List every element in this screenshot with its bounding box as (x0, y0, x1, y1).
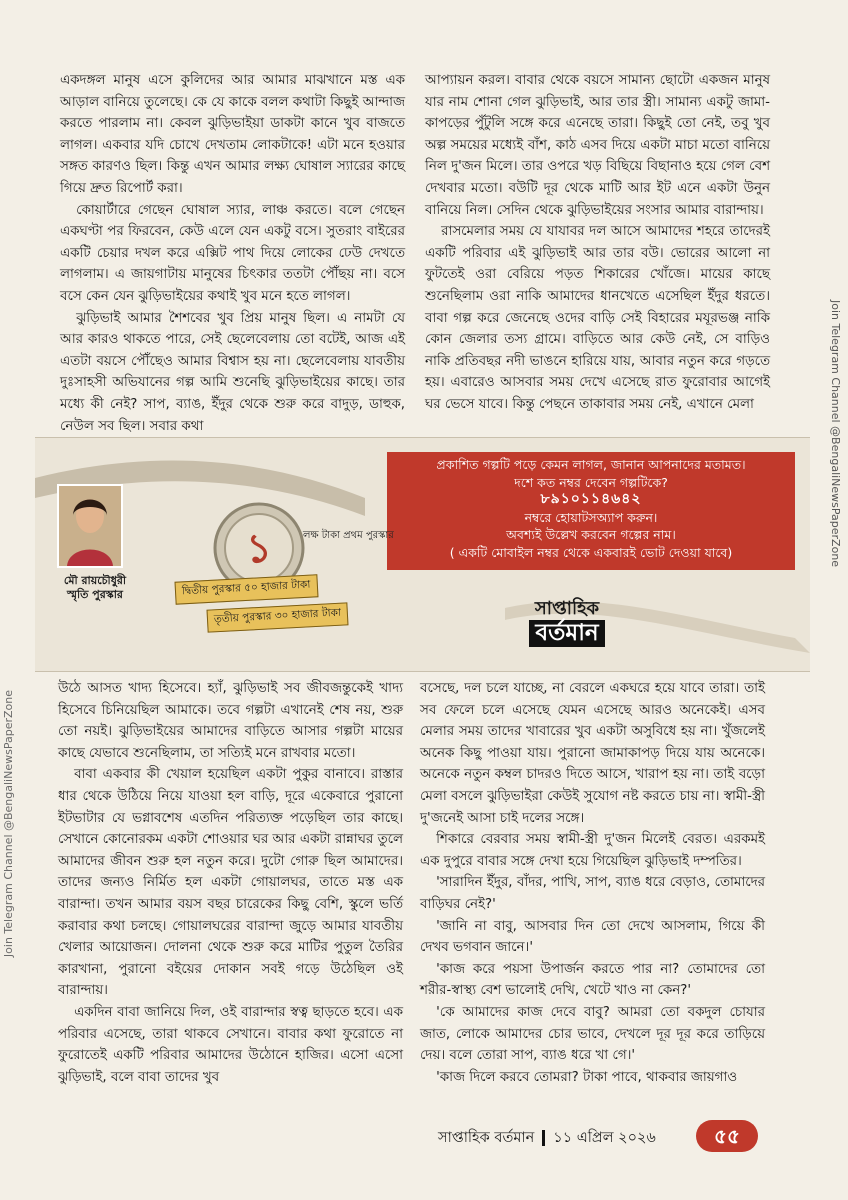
paragraph: 'কাজ দিলে করবে তোমরা? টাকা পাবে, থাকবার জায়গাও (436, 1069, 738, 1085)
paragraph: উঠে আসত খাদ্য হিসেবে। হ্যাঁ, ঝুড়িভাই সব জীবজন্তুকেই খাদ্য হিসেবে চিনিয়েছিল আমাকে। তবে গল্পটা এখানেই শেষ নয়, শুরু তো নয়ই। ঝুড়িভাইয়ের আমাদের বাড়িতে আসার গল্পটা মায়ের কাছে যেভাবে শুনেছিলাম, তা সত্যিই মনে রাখবার মতো। (58, 681, 403, 761)
telegram-watermark-left: Join Telegram Channel @BengaliNewsPaperZone (2, 690, 15, 958)
paragraph: ঝুড়িভাই আমার শৈশবের খুব প্রিয় মানুষ ছিল। এ নামটা যে আর কারও থাকতে পারে, সেই ছেলেবেলায় তো বটেই, আজ এই এতটা বয়সে পৌঁছেও আমার বিশ্বাস হয় না। ছেলেবেলায় যাবতীয় দুঃসাহসী অভিযানের গল্প আমি শুনেছি ঝুড়িভাইয়ের কাছে। তার মধ্যে কী নেই? সাপ, ব্যাঙ, ইঁদুর থেকে শুরু করে বাদুড়, ডাহুক, নেউল সব ছিল। সবার কথা (60, 310, 405, 434)
paragraph: রাসমেলার সময় যে যাযাবর দল আসে আমাদের শহরে তাদেরই একটি পরিবার এই ঝুড়িভাই আর তার বউ। ভোরের আলো না ফুটতেই ওরা বেরিয়ে পড়ত শিকারের খোঁজে। মায়ের কাছে শুনেছিলাম ওরা নাকি আমাদের ধানখেতে এসেছিল ইঁদুর ধরতে। বাবা গল্প করে জেনেছে ওদের বাড়ি সেই বিহারের মযূরভঞ্জ নাকি কোন জেলার তস্য গ্রামে। বাড়িতে আর কেউ নেই, সে বাড়িও নাকি প্রতিবছর নদী ভাঙনে হারিয়ে যায়, আবার নতুন করে গড়তে হয়। এবারেও আসবার সময় দেখে এসেছে রাত ফুরোবার আগেই ঘর ভেসে যাবে। কিন্তু পেছনে তাকাবার সময় নেই, এখানে মেলা (425, 224, 770, 412)
logo-bottom: বর্তমান (529, 620, 604, 647)
memorial-name: মৌ রায়চৌধুরী (63, 574, 127, 587)
poll-line: প্রকাশিত গল্পটি পড়ে কেমন লাগল, জানান আপনাদের মতামত। (436, 457, 746, 472)
poll-line: ( একটি মোবাইল নম্বর থেকে একবারই ভোট দেওয়া যাবে) (449, 544, 733, 560)
paragraph: 'সারাদিন ইঁদুর, বাঁদর, পাখি, সাপ, ব্যাঙ ধরে বেড়াও, তোমাদের বাড়িঘর নেই?' (420, 875, 765, 912)
medal-numeral: ১ (246, 526, 272, 572)
poll-info-box (387, 452, 795, 570)
paragraph: একদিন বাবা জানিয়ে দিল, ওই বারান্দার স্বত্ব ছাড়তে হবে। এক পরিবার এসেছে, তারা থাকবে সেখানে। বাবার কথা ফুরোতে না ফুরোতেই একটি পরিবার আমাদের উঠোনে হাজির। এসো এসো ঝুড়িভাই, বলে বাবা তাদের খুব (58, 1004, 403, 1085)
paragraph: আপ্যায়ন করল। বাবার থেকে বয়সে সামান্য ছোটো একজন মানুষ যার নাম শোনা গেল ঝুড়িভাই, আর তার স্ত্রী। সামান্য একটু জামা-কাপড়ের পুঁটুলি সঙ্গে করে এনেছে তারা। কিছুই তো নেই, তবু খুব অল্প সময়ের মধ্যেই বাঁশ, কাঠ এসব দিয়ে একটা মাচা মতো বানিয়ে নিল দু'জন মিলে। তার ওপরে খড় বিছিয়ে বিছানাও হয়ে গেল বেশ দেখবার মতো। বউটি দূর থেকে মাটি আর ইট এনে একটা উনুন বানিয়ে নিল। সেদিন থেকে ঝুড়িভাইয়ের সংসার আমার বারান্দায়। (425, 73, 770, 218)
poll-line: দশে কত নম্বর দেবেন গল্পটিকে? (514, 474, 668, 490)
memorial-award-name (45, 574, 145, 602)
poll-line: নম্বরে হোয়াটসঅ্যাপ করুন। (524, 509, 658, 525)
first-prize-label: লক্ষ টাকা প্রথম পুরস্কার (303, 530, 394, 541)
footer-publication: সাপ্তাহিক বর্তমান (438, 1130, 535, 1146)
paragraph: একদঙ্গল মানুষ এসে কুলিদের আর আমার মাঝখানে মস্ত এক আড়াল বানিয়ে তুলেছে। কে যে কাকে বলল কথাটা কিছুই আন্দাজ করতে পারলাম না। কেবল ঝুড়িভাইয়া ডাকটা কানে খুব বাজতে লাগল। একবার যদি চোখে দেখতাম লোকটাকে! এটা মনে হওয়ার সঙ্গত কারণও ছিল। কিন্তু এখন আমার লক্ষ্য ঘোষাল স্যারের কাছে গিয়ে দ্রুত রিপোর্ট করা। (60, 73, 405, 196)
paragraph: বাবা একবার কী খেয়াল হয়েছিল একটা পুকুর বানাবে। রাস্তার ধার থেকে উঠিয়ে নিয়ে যাওয়া হল বাড়ি, দূরে একেবারে পুরানো ইটভাটার যে ভগ্নাবশেষ এতদিন পরিত্যক্ত পড়েছিল তার কাছে। সেখানে কোনোরকম একটা শোওয়ার ঘর আর একটা রান্নাঘর তুলে আমাদের জীবন শুরু হল নতুন করে। দুটো গোরু ছিল আমাদের। তাদের জন্যও নির্মিত হল একটা গোয়ালঘর, তাতে মস্ত এক বারান্দা। তখন আমার বয়স বছর চারেকের কিছু বেশি, স্কুলে ভর্তি করাবার কথা চলছে। গোয়ালঘরের বারান্দা জুড়ে আমার যাবতীয় খেলার আয়োজন। দোলনা থেকে শুরু করে মাটির পুতুল তৈরির কারখানা, পুরানো বইয়ের দোকান সবই গড়ে উঠেছিল ওই বারান্দায়। (58, 767, 403, 999)
paragraph: 'জানি না বাবু, আসবার দিন তো দেখে আসলাম, গিয়ে কী দেখব ভগবান জানে।' (420, 918, 765, 956)
third-prize-label: তৃতীয় পুরস্কার ৩০ হাজার টাকা (206, 602, 348, 632)
whatsapp-number: ৮৯১০১১৪৬৪২ (540, 491, 642, 507)
memorial-subtitle: স্মৃতি পুরস্কার (67, 588, 123, 601)
paragraph: শিকারে বেরবার সময় স্বামী-স্ত্রী দু'জন মিলেই বেরত। এরকমই এক দুপুরে বাবার সঙ্গে দেখা হয়ে গিয়েছিল ঝুড়িভাই দম্পতির। (420, 832, 765, 869)
paragraph: 'কে আমাদের কাজ দেবে বাবু? আমরা তো বকদুল চোযার জাত, লোকে আমাদের চোর ভাবে, দেখলে দূর দূর করে তাড়িয়ে দেয়। বলে তোরা সাপ, ব্যাঙ ধরে খা গে।' (420, 1004, 765, 1064)
page-number-badge: ৫৫ (696, 1120, 758, 1152)
logo-top: সাপ্তাহিক (534, 598, 600, 619)
poll-line: অবশ্যই উল্লেখ করবেন গল্পের নাম। (506, 527, 676, 542)
second-prize-label: দ্বিতীয় পুরস্কার ৫০ হাজার টাকা (174, 574, 318, 604)
paragraph: 'কাজ করে পয়সা উপার্জন করতে পার না? তোমাদের তো শরীর-স্বাস্থ্য বেশ ভালোই দেখি, খেটে খাও না কেন?' (420, 961, 765, 999)
article-column-top-left (60, 70, 405, 437)
telegram-watermark-right: Join Telegram Channel @BengaliNewsPaperZone (829, 300, 842, 568)
memorial-portrait (57, 484, 123, 568)
paragraph: কোয়ার্টারে গেছেন ঘোষাল স্যার, লাঞ্চ করতে। বলে গেছেন একঘণ্টা পর ফিরবেন, কেউ এলে যেন একটু বসে। সুতরাং বাইরের একটি চেয়ার দখল করে এক্সিট পাথ দিয়ে লোকের ঢেউ দেখতে লাগলাম। এ জায়গাটায় মানুষের চিৎকার ততটা পৌঁছয় না। বসে বসে কেন যেন ঝুড়িভাইয়ের কথাই খুব মনে হতে লাগল। (60, 202, 405, 304)
page-footer (438, 1127, 656, 1151)
footer-divider (542, 1130, 545, 1146)
footer-date: ১১ এপ্রিল ২০২৬ (553, 1130, 656, 1146)
article-column-bottom-right (420, 678, 765, 1088)
article-column-bottom-left (58, 678, 403, 1088)
publication-logo (493, 598, 641, 648)
reader-poll-advertisement (35, 437, 810, 672)
article-column-top-right (425, 70, 770, 416)
paragraph: বসেছে, দল চলে যাচ্ছে, না বেরলে একঘরে হয়ে যাবে তারা। তাই সব ফেলে চলে এসেছে যেমন এসেছে আরও অনেকেই। এসব মেলার সময় তাদের খাবারের খুব একটা অসুবিধে হয় না। খুঁজলেই অনেক কিছু পাওয়া যায়। পুরানো জামাকাপড় দিয়ে যায় অনেকে। অনেকে নতুন কম্বল চাদরও দিতে আসে, খারাপ হয় না। তাই বড়ো মেলা বসলে ঝুড়িভাইরা কেউই সুযোগ নষ্ট করতে চায় না। স্বামী-স্ত্রী দু'জনেই আসা চাই দলের সঙ্গে। (420, 681, 765, 826)
